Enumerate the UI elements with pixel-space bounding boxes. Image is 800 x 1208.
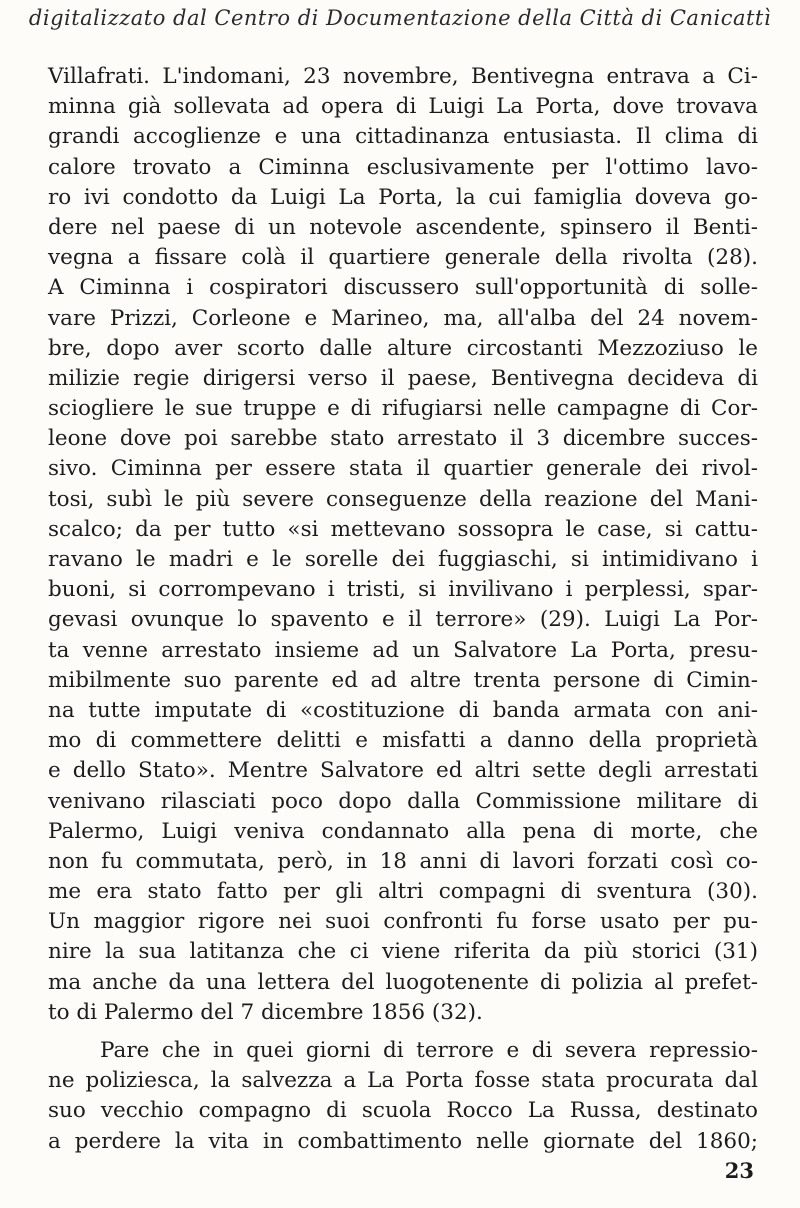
- text-line: to di Palermo del 7 dicembre 1856 (32).: [48, 999, 483, 1025]
- digitization-watermark: digitalizzato dal Centro di Documentazione della Città di Canicattì: [28, 6, 772, 30]
- paragraph: [48, 62, 758, 1028]
- text-line: buoni, si corrompevano i tristi, si invilivano i perplessi, spar-: [48, 577, 758, 603]
- paragraph-gap: [48, 1028, 758, 1036]
- text-line: Palermo, Luigi veniva condannato alla pena di morte, che: [48, 818, 758, 844]
- text-line: venivano rilasciati poco dopo dalla Commissione militare di: [48, 788, 758, 814]
- text-line: suo vecchio compagno di scuola Rocco La Russa, destinato: [48, 1098, 758, 1124]
- text-line: ta venne arrestato insieme ad un Salvatore La Porta, presu-: [48, 637, 758, 663]
- text-line: dere nel paese di un notevole ascendente, spinsero il Benti-: [48, 214, 758, 240]
- text-line: mibilmente suo parente ed ad altre trenta persone di Cimin-: [48, 667, 758, 693]
- page-number: 23: [724, 1158, 754, 1183]
- text-line: gevasi ovunque lo spavento e il terrore» (29). Luigi La Por-: [48, 607, 758, 633]
- text-line: sciogliere le sue truppe e di rifugiarsi nelle campagne di Cor-: [48, 396, 758, 422]
- text-line: minna già sollevata ad opera di Luigi La Porta, dove trovava: [48, 94, 758, 120]
- text-line: me era stato fatto per gli altri compagni di sventura (30).: [48, 879, 758, 905]
- text-line: Villafrati. L'indomani, 23 novembre, Bentivegna entrava a Ci-: [48, 64, 758, 89]
- text-line: milizie regie dirigersi verso il paese, Bentivegna decideva di: [48, 365, 758, 391]
- text-line: grandi accoglienze e una cittadinanza entusiasta. Il clima di: [48, 124, 758, 150]
- text-line: e dello Stato». Mentre Salvatore ed altri sette degli arrestati: [48, 758, 758, 784]
- text-line: na tutte imputate di «costituzione di banda armata con ani-: [48, 697, 758, 723]
- text-line: A Ciminna i cospiratori discussero sull'opportunità di solle-: [48, 275, 758, 301]
- text-line: sivo. Ciminna per essere stata il quartier generale dei rivol-: [48, 456, 758, 482]
- text-line: nire la sua latitanza che ci viene riferita da più storici (31): [48, 939, 758, 965]
- text-line: a perdere la vita in combattimento nelle giornate del 1860;: [48, 1128, 758, 1154]
- text-line: non fu commutata, però, in 18 anni di lavori forzati così co-: [48, 848, 758, 874]
- text-line: ro ivi condotto da Luigi La Porta, la cui famiglia doveva go-: [48, 184, 758, 210]
- text-line: Pare che in quei giorni di terrore e di severa repressio-: [100, 1038, 758, 1063]
- text-line: Un maggior rigore nei suoi confronti fu forse usato per pu-: [48, 909, 758, 935]
- text-line: bre, dopo aver scorto dalle alture circostanti Mezzoziuso le: [48, 335, 758, 361]
- text-line: ne poliziesca, la salvezza a La Porta fosse stata procurata dal: [48, 1068, 758, 1094]
- text-line: leone dove poi sarebbe stato arrestato il 3 dicembre succes-: [48, 426, 758, 452]
- text-line: vare Prizzi, Corleone e Marineo, ma, all'alba del 24 novem-: [48, 305, 758, 331]
- body-text: [48, 62, 758, 1157]
- text-line: mo di commettere delitti e misfatti a danno della proprietà: [48, 728, 758, 754]
- text-line: ma anche da una lettera del luogotenente di polizia al prefet-: [48, 969, 758, 995]
- text-line: ravano le madri e le sorelle dei fuggiaschi, si intimidivano i: [48, 547, 758, 572]
- text-line: scalco; da per tutto «si mettevano sossopra le case, si cattu-: [48, 516, 758, 542]
- paragraph: [48, 1036, 758, 1157]
- text-line: calore trovato a Ciminna esclusivamente per l'ottimo lavo-: [48, 154, 758, 180]
- text-line: tosi, subì le più severe conseguenze della reazione del Mani-: [48, 486, 758, 512]
- text-line: vegna a fissare colà il quartiere generale della rivolta (28).: [48, 245, 758, 271]
